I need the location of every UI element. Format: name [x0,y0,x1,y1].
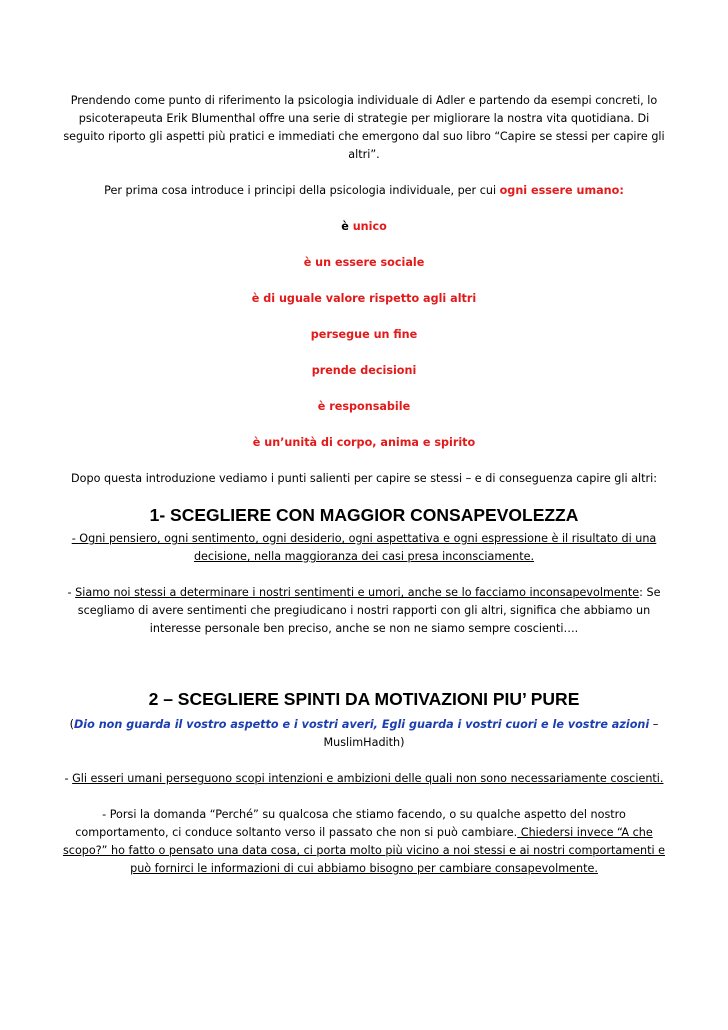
quote-open: ( [69,718,75,731]
principle-item: prende decisioni [311,364,417,377]
section1-paragraph2-underlined: Siamo noi stessi a determinare i nostri sentimenti e umori, anche se lo facciamo inconsapevolmente [75,586,640,599]
principle-item: è di uguale valore rispetto agli altri [251,292,477,305]
intro-paragraph: Prendendo come punto di riferimento la psicologia individuale di Adler e partendo da esempi concreti, lo psicoterapeuta Erik Blumenthal offre una serie di strategie per migliorare la nostra vita quotidiana. Di seguito riporto gli aspetti più pratici e immediati che emergono dal suo libro “Capire se stessi per capire gli altri”. [63,94,665,161]
section2-paragraph1-underlined: Gli esseri umani perseguono scopi intenzioni e ambizioni delle quali non sono necessariamente coscienti. [72,772,664,785]
principle-item: è responsabile [317,400,411,413]
principle-item [62,218,666,236]
principle-item: è un essere sociale [303,256,425,269]
quote-text: Dio non guarda il vostro aspetto e i vostri averi, Egli guarda i vostri cuori e le vostre azioni [74,718,650,731]
quote-source: – MuslimHadith) [323,718,659,749]
section2-quote [62,716,666,752]
principles-lead-text: Per prima cosa introduce i principi della psicologia individuale, per cui [104,184,500,197]
section1-heading: 1- SCEGLIERE CON MAGGIOR CONSAPEVOLEZZA [149,505,579,525]
section1-paragraph2-rest: : Se scegliamo di avere sentimenti che pregiudicano i nostri rapporti con gli altri, significa che abbiamo un interesse personale ben preciso, anche se non ne siamo sempre coscienti…. [77,586,661,635]
dash: - [64,772,73,785]
document-page [62,92,666,878]
principle-item: è un’unità di corpo, anima e spirito [252,436,476,449]
principles-lead-highlight: ogni essere umano: [499,184,624,197]
section2-paragraph2-underlined: Chiedersi invece “A che scopo?” ho fatto o pensato una data cosa, ci porta molto più vicino a noi stessi e ai nostri comportamenti e può fornirci le informazioni di cui abbiamo bisogno per cambiare consapevolmente. [62,826,666,875]
section1-paragraph2 [62,584,666,638]
principles-lead [62,182,666,200]
section2-paragraph2 [62,806,666,878]
principle-prefix: è [341,220,353,233]
dash: - [67,586,76,599]
principle-highlight: unico [352,220,387,233]
section2-paragraph1 [62,770,666,788]
section1-paragraph1: - Ogni pensiero, ogni sentimento, ogni desiderio, ogni aspettativa e ogni espressione è il risultato di una decisione, nella maggioranza dei casi presa inconsciamente. [71,532,657,563]
section2-heading: 2 – SCEGLIERE SPINTI DA MOTIVAZIONI PIU’ PURE [148,689,580,709]
section2-paragraph2-text: - Porsi la domanda “Perché” su qualcosa che stiamo facendo, o su qualche aspetto del nostro comportamento, ci conduce soltanto verso il passato che non si può cambiare. [75,808,626,839]
principle-item: persegue un fine [310,328,418,341]
transition-paragraph: Dopo questa introduzione vediamo i punti salienti per capire se stessi – e di conseguenza capire gli altri: [71,472,657,485]
